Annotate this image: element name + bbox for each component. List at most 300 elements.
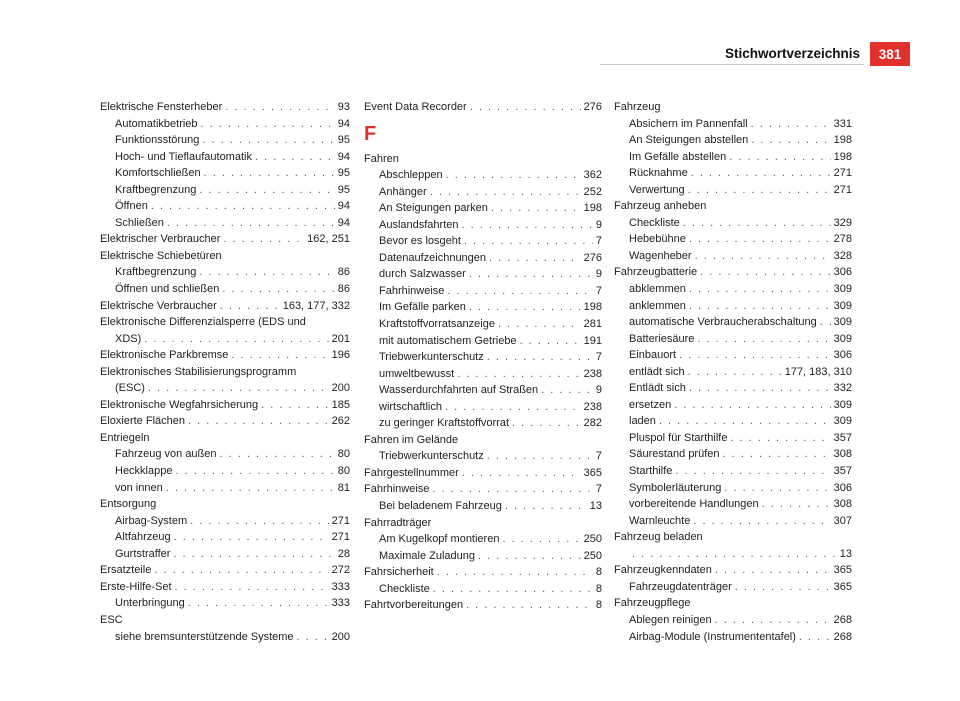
entry-term: Einbauort — [629, 349, 677, 362]
dot-leader — [491, 200, 581, 217]
index-entry — [364, 151, 602, 168]
entry-term: Fahrzeug beladen — [614, 531, 703, 544]
index-subentry — [364, 316, 602, 333]
entry-page-ref: 306 — [833, 481, 852, 494]
index-entry — [100, 496, 350, 513]
entry-term: Entriegeln — [100, 431, 150, 444]
index-entry — [100, 413, 350, 430]
dot-leader — [512, 415, 581, 432]
index-subentry — [364, 184, 602, 201]
dot-leader — [225, 99, 334, 116]
entry-page-ref: 7 — [595, 284, 602, 297]
index-subentry — [100, 264, 350, 281]
entry-page-ref: 198 — [833, 150, 852, 163]
dot-leader — [674, 397, 830, 414]
dot-leader — [469, 299, 581, 316]
index-subentry — [100, 380, 350, 397]
entry-term: Elektronische Differenzialsperre (EDS und — [100, 316, 306, 329]
entry-page-ref: 86 — [337, 266, 350, 279]
entry-page-ref: 328 — [833, 249, 852, 262]
page-title: Stichwortverzeichnis — [724, 46, 860, 61]
index-subentry — [614, 496, 852, 513]
index-entry — [614, 529, 852, 546]
entry-page-ref: 309 — [833, 332, 852, 345]
entry-term: Komfortschließen — [115, 167, 201, 180]
entry-page-ref: 309 — [833, 398, 852, 411]
dot-leader — [751, 116, 831, 133]
entry-page-ref: 80 — [337, 465, 350, 478]
index-subentry — [364, 333, 602, 350]
dot-leader — [498, 316, 581, 333]
index-subentry — [364, 217, 602, 234]
entry-page-ref: 196 — [331, 349, 350, 362]
index-subentry — [614, 215, 852, 232]
dot-leader — [297, 629, 329, 646]
entry-page-ref: 185 — [331, 398, 350, 411]
entry-term: Checkliste — [629, 216, 680, 229]
dot-leader — [148, 380, 329, 397]
entry-term: Batteriesäure — [629, 332, 695, 345]
dot-leader — [466, 597, 593, 614]
dot-leader — [735, 579, 831, 596]
index-entry — [100, 248, 350, 265]
index-subentry — [364, 531, 602, 548]
entry-term: Elektronische Parkbremse — [100, 349, 229, 362]
entry-term: Datenaufzeichnungen — [379, 251, 487, 264]
dot-leader — [502, 531, 580, 548]
entry-page-ref: 309 — [833, 316, 852, 329]
dot-leader — [715, 612, 831, 629]
index-subentry — [614, 463, 852, 480]
entry-term: Schließen — [115, 216, 164, 229]
entry-page-ref: 7 — [595, 351, 602, 364]
index-entry — [100, 612, 350, 629]
entry-term: Kraftstoffvorratsanzeige — [379, 318, 495, 331]
entry-term: Fahrzeug — [614, 101, 661, 113]
dot-leader — [202, 132, 334, 149]
entry-page-ref: 309 — [833, 415, 852, 428]
entry-term: XDS) — [115, 332, 142, 345]
index-subentry — [100, 182, 350, 199]
entry-term: Fahrgestellnummer — [364, 466, 459, 479]
entry-page-ref: 306 — [833, 349, 852, 362]
dot-leader — [700, 264, 830, 281]
entry-term: ersetzen — [629, 398, 672, 411]
entry-page-ref: 177, 183, 310 — [784, 365, 852, 378]
index-subentry — [100, 463, 350, 480]
dot-leader — [762, 496, 831, 513]
index-entry — [100, 314, 350, 331]
entry-page-ref: 238 — [583, 367, 602, 380]
index-subentry — [614, 165, 852, 182]
entry-term: Hebebühne — [629, 233, 686, 246]
section-letter-f: F — [364, 122, 377, 145]
index-subentry — [364, 200, 602, 217]
index-subentry — [100, 595, 350, 612]
index-subentry — [100, 281, 350, 298]
dot-leader — [478, 548, 581, 565]
index-entry — [100, 397, 350, 414]
index-subentry — [614, 182, 852, 199]
entry-page-ref: 94 — [337, 117, 350, 130]
dot-leader — [144, 331, 328, 348]
index-column-c — [614, 99, 852, 645]
index-column-b-top — [364, 99, 602, 116]
dot-leader — [632, 546, 837, 563]
dot-leader — [446, 167, 581, 184]
entry-page-ref: 308 — [833, 498, 852, 511]
dot-leader — [167, 215, 335, 232]
index-subentry — [364, 581, 602, 598]
index-subentry — [100, 116, 350, 133]
index-subentry — [364, 498, 602, 515]
dot-leader — [541, 382, 593, 399]
index-entry — [364, 465, 602, 482]
index-subentry — [100, 480, 350, 497]
index-subentry — [364, 448, 602, 465]
entry-page-ref: 282 — [583, 417, 602, 430]
index-column-a — [100, 99, 350, 645]
index-subentry — [364, 415, 602, 432]
index-subentry — [100, 149, 350, 166]
entry-page-ref: 365 — [583, 466, 602, 479]
index-entry — [614, 562, 852, 579]
entry-term: anklemmen — [629, 299, 686, 312]
dot-leader — [695, 248, 831, 265]
index-subentry — [364, 283, 602, 300]
dot-leader — [222, 281, 334, 298]
index-subentry — [614, 132, 852, 149]
entry-page-ref: 9 — [595, 384, 602, 397]
entry-term: Symbolerläuterung — [629, 481, 722, 494]
entry-term: Elektronische Wegfahrsicherung — [100, 398, 259, 411]
dot-leader — [174, 529, 329, 546]
entry-term: Fahrsicherheit — [364, 566, 434, 579]
index-subentry — [614, 430, 852, 447]
entry-page-ref: 93 — [337, 101, 350, 113]
entry-page-ref: 7 — [595, 450, 602, 463]
entry-term: Triebwerkunterschutz — [379, 450, 484, 463]
entry-page-ref: 362 — [583, 169, 602, 182]
index-subentry — [100, 331, 350, 348]
index-subentry — [100, 446, 350, 463]
entry-page-ref: 309 — [833, 299, 852, 312]
entry-term: Elektrische Fensterheber — [100, 101, 223, 113]
entry-term: Auslandsfahrten — [379, 218, 459, 231]
entry-term: Fahrzeugpflege — [614, 597, 691, 610]
entry-page-ref: 276 — [583, 101, 602, 113]
entry-term: Ablegen reinigen — [629, 613, 712, 626]
entry-term: Fahrhinweise — [379, 284, 445, 297]
index-subentry — [100, 165, 350, 182]
entry-page-ref: 357 — [833, 465, 852, 478]
index-entry — [100, 99, 350, 116]
entry-term: laden — [629, 415, 656, 428]
entry-term: Verwertung — [629, 183, 685, 196]
index-subentry — [364, 399, 602, 416]
index-entry — [100, 579, 350, 596]
index-entry — [100, 562, 350, 579]
dot-leader — [173, 546, 334, 563]
dot-leader — [255, 149, 335, 166]
entry-term: Wagenheber — [629, 249, 692, 262]
entry-term: Abschleppen — [379, 169, 443, 182]
index-entry — [364, 515, 602, 532]
dot-leader — [464, 233, 593, 250]
entry-page-ref: 238 — [583, 400, 602, 413]
entry-page-ref: 94 — [337, 150, 350, 163]
dot-leader — [457, 366, 580, 383]
entry-term: Im Gefälle parken — [379, 301, 466, 314]
index-subentry — [614, 513, 852, 530]
entry-page-ref: 94 — [337, 216, 350, 229]
entry-page-ref: 332 — [833, 382, 852, 395]
index-subentry — [100, 629, 350, 646]
entry-term: Fahrhinweise — [364, 483, 430, 496]
entry-page-ref: 365 — [833, 564, 852, 577]
dot-leader — [220, 446, 335, 463]
index-subentry — [364, 548, 602, 565]
entry-page-ref: 198 — [833, 134, 852, 147]
entry-page-ref: 8 — [595, 566, 602, 579]
entry-page-ref: 250 — [583, 549, 602, 562]
dot-leader — [730, 430, 830, 447]
dot-leader — [689, 298, 831, 315]
dot-leader — [445, 399, 581, 416]
index-entry — [614, 264, 852, 281]
index-subentry — [614, 116, 852, 133]
index-subentry — [614, 248, 852, 265]
index-subentry — [364, 382, 602, 399]
entry-term: Absichern im Pannenfall — [629, 117, 748, 130]
entry-page-ref: 8 — [595, 582, 602, 595]
dot-leader — [487, 448, 593, 465]
index-subentry — [100, 198, 350, 215]
entry-page-ref: 94 — [337, 200, 350, 213]
entry-page-ref: 7 — [595, 235, 602, 248]
dot-leader — [199, 182, 334, 199]
entry-term: Entsorgung — [100, 498, 157, 511]
dot-leader — [437, 564, 593, 581]
entry-term: wirtschaftlich — [379, 400, 442, 413]
index-subentry — [100, 529, 350, 546]
dot-leader — [199, 264, 334, 281]
entry-term: Fahrzeug von außen — [115, 448, 217, 461]
entry-term: Öffnen und schließen — [115, 283, 220, 296]
entry-page-ref: 13 — [839, 547, 852, 560]
entry-term: Eloxierte Flächen — [100, 415, 185, 428]
entry-page-ref: 86 — [337, 283, 350, 296]
dot-leader — [729, 149, 830, 166]
entry-term: Heckklappe — [115, 465, 173, 478]
entry-page-ref: 80 — [337, 448, 350, 461]
entry-term: Fahrradträger — [364, 516, 432, 529]
index-subentry — [614, 480, 852, 497]
entry-term: Anhänger — [379, 185, 427, 198]
entry-term: Starthilfe — [629, 465, 673, 478]
entry-page-ref: 365 — [833, 580, 852, 593]
dot-leader — [751, 132, 830, 149]
entry-page-ref: 95 — [337, 183, 350, 196]
entry-page-ref: 331 — [833, 117, 852, 130]
entry-term: Gurtstraffer — [115, 547, 171, 560]
entry-term: durch Salzwasser — [379, 268, 466, 281]
index-subentry — [614, 347, 852, 364]
dot-leader — [489, 250, 581, 267]
entry-term: Event Data Recorder — [364, 101, 467, 113]
entry-page-ref: 271 — [833, 167, 852, 180]
index-subentry — [614, 579, 852, 596]
entry-term: Öffnen — [115, 200, 148, 213]
entry-page-ref: 278 — [833, 233, 852, 246]
index-subentry — [614, 314, 852, 331]
header-rule — [600, 64, 864, 65]
dot-leader — [462, 465, 581, 482]
dot-leader — [188, 413, 329, 430]
index-subentry — [614, 546, 852, 563]
index-subentry — [364, 266, 602, 283]
entry-page-ref: 200 — [331, 630, 350, 643]
entry-page-ref: 272 — [331, 564, 350, 577]
index-subentry — [614, 331, 852, 348]
dot-leader — [231, 347, 328, 364]
dot-leader — [190, 513, 329, 530]
entry-term: Maximale Zuladung — [379, 549, 475, 562]
entry-term: Fahren — [364, 152, 399, 165]
entry-term: Triebwerkunterschutz — [379, 351, 484, 364]
dot-leader — [151, 198, 335, 215]
dot-leader — [724, 480, 830, 497]
entry-term: Elektrischer Verbraucher — [100, 233, 221, 246]
entry-term: ESC — [100, 613, 123, 626]
entry-page-ref: 200 — [331, 382, 350, 395]
entry-term: Fahrzeug anheben — [614, 200, 707, 213]
index-subentry — [614, 281, 852, 298]
dot-leader — [261, 397, 328, 414]
entry-term: Pluspol für Starthilfe — [629, 431, 728, 444]
dot-leader — [683, 215, 831, 232]
index-entry — [364, 597, 602, 614]
index-subentry — [364, 250, 602, 267]
index-entry — [614, 99, 852, 116]
dot-leader — [175, 579, 329, 596]
entry-page-ref: 8 — [595, 599, 602, 612]
dot-leader — [689, 281, 831, 298]
entry-term: Wasserdurchfahrten auf Straßen — [379, 384, 539, 397]
dot-leader — [799, 629, 831, 646]
entry-page-ref: 95 — [337, 167, 350, 180]
entry-term: von innen — [115, 481, 163, 494]
entry-page-ref: 252 — [583, 185, 602, 198]
index-subentry — [614, 149, 852, 166]
entry-term: umweltbewusst — [379, 367, 455, 380]
entry-page-ref: 250 — [583, 533, 602, 546]
dot-leader — [820, 314, 831, 331]
entry-page-ref: 9 — [595, 268, 602, 281]
page-number-badge: 381 — [870, 42, 910, 66]
dot-leader — [447, 283, 592, 300]
entry-term: Unterbringung — [115, 597, 185, 610]
entry-page-ref: 262 — [331, 415, 350, 428]
entry-term: Elektronisches Stabilisierungsprogramm — [100, 365, 297, 378]
entry-page-ref: 7 — [595, 483, 602, 496]
entry-page-ref: 163, 177, 332 — [282, 299, 350, 312]
entry-term: mit automatischem Getriebe — [379, 334, 517, 347]
entry-page-ref: 333 — [331, 597, 350, 610]
entry-term: Elektrische Schiebetüren — [100, 249, 222, 262]
index-subentry — [614, 231, 852, 248]
entry-page-ref: 198 — [583, 202, 602, 215]
entry-page-ref: 13 — [589, 500, 602, 513]
entry-term: Altfahrzeug — [115, 531, 171, 544]
entry-term: Automatikbetrieb — [115, 117, 198, 130]
index-subentry — [100, 513, 350, 530]
entry-term: Fahrzeugdatenträger — [629, 580, 732, 593]
entry-page-ref: 357 — [833, 431, 852, 444]
entry-page-ref: 191 — [583, 334, 602, 347]
entry-term: Fahren im Gelände — [364, 433, 459, 446]
dot-leader — [505, 498, 587, 515]
entry-term: Fahrtvorbereitungen — [364, 599, 464, 612]
dot-leader — [166, 480, 335, 497]
index-entry — [100, 364, 350, 381]
entry-term: automatische Verbraucherabschaltung — [629, 316, 817, 329]
entry-term: Funktionsstörung — [115, 134, 200, 147]
entry-page-ref: 306 — [833, 266, 852, 279]
entry-term: Im Gefälle abstellen — [629, 150, 727, 163]
entry-term: Säurestand prüfen — [629, 448, 720, 461]
index-subentry — [614, 380, 852, 397]
dot-leader — [689, 380, 831, 397]
index-subentry — [614, 612, 852, 629]
dot-leader — [154, 562, 328, 579]
entry-term: Kraftbegrenzung — [115, 266, 197, 279]
dot-leader — [175, 463, 334, 480]
index-subentry — [614, 446, 852, 463]
entry-page-ref: 268 — [833, 630, 852, 643]
dot-leader — [462, 217, 593, 234]
entry-page-ref: 271 — [331, 531, 350, 544]
dot-leader — [469, 266, 593, 283]
dot-leader — [715, 562, 831, 579]
index-entry — [364, 99, 602, 116]
index-column-b-entries — [364, 151, 602, 614]
index-subentry — [364, 299, 602, 316]
entry-term: Am Kugelkopf montieren — [379, 533, 500, 546]
dot-leader — [470, 99, 581, 116]
entry-term: Bevor es losgeht — [379, 235, 461, 248]
dot-leader — [679, 347, 831, 364]
entry-term: Fahrzeugkenndaten — [614, 564, 712, 577]
entry-term: Rücknahme — [629, 167, 688, 180]
entry-term: An Steigungen parken — [379, 202, 488, 215]
entry-page-ref: 276 — [583, 251, 602, 264]
entry-page-ref: 271 — [833, 183, 852, 196]
entry-page-ref: 162, 251 — [307, 233, 350, 246]
entry-page-ref: 198 — [583, 301, 602, 314]
index-entry — [614, 198, 852, 215]
entry-page-ref: 307 — [833, 514, 852, 527]
dot-leader — [188, 595, 329, 612]
index-subentry — [614, 364, 852, 381]
index-entry — [364, 432, 602, 449]
dot-leader — [689, 231, 831, 248]
index-entry — [364, 481, 602, 498]
index-subentry — [614, 629, 852, 646]
index-subentry — [364, 366, 602, 383]
entry-page-ref: 268 — [833, 613, 852, 626]
index-subentry — [614, 298, 852, 315]
